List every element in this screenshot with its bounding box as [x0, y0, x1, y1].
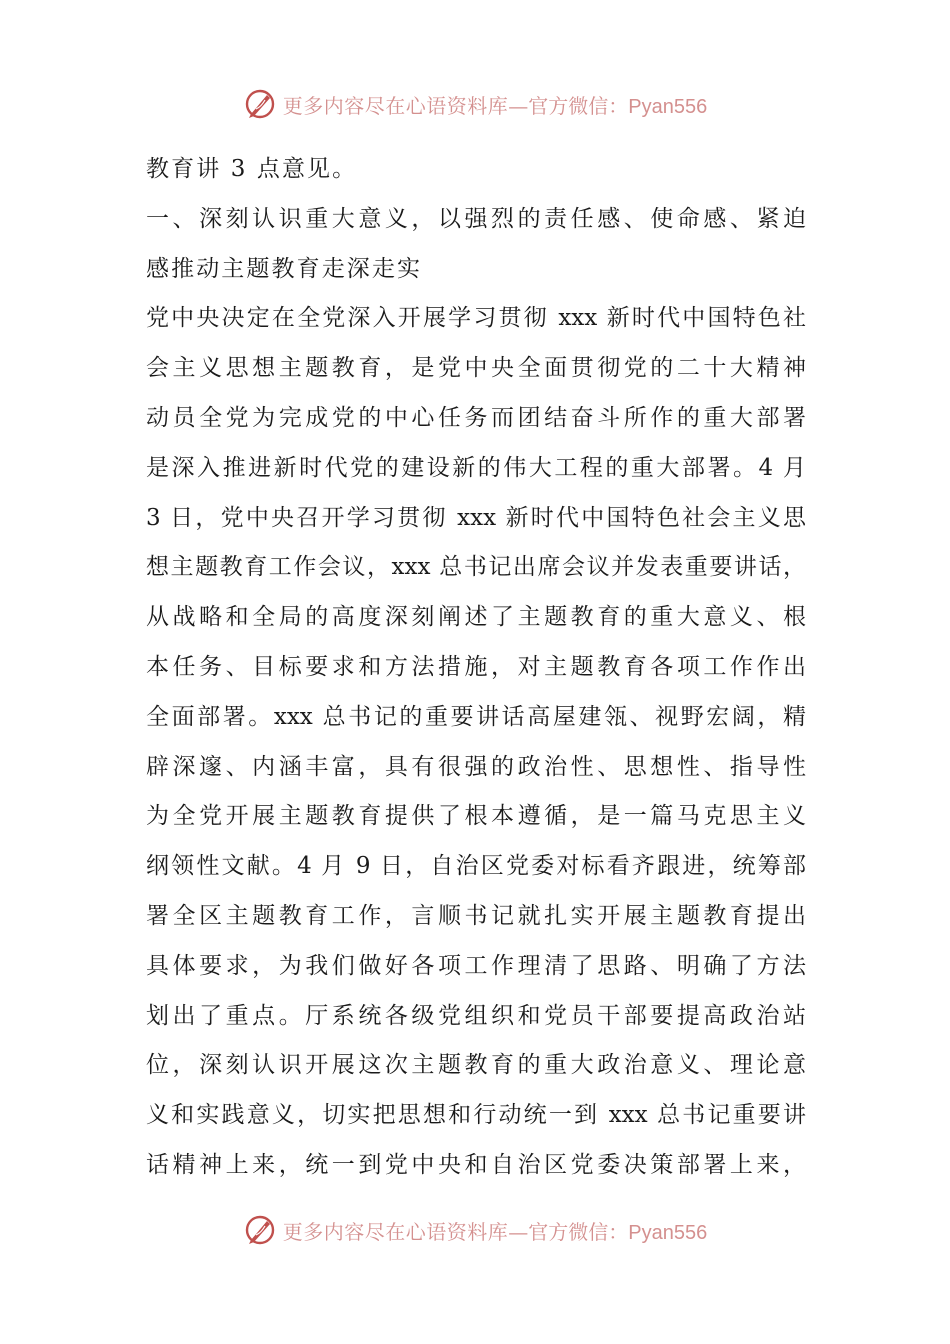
- header-brand-text: 更多内容尽在心语资料库: [282, 93, 509, 118]
- footer-banner-text: [283, 1216, 707, 1245]
- pen-nib-logo-icon: [243, 87, 277, 121]
- body-line-11: 本任务、目标要求和方法措施，对主题教育各项工作作出: [146, 653, 806, 680]
- body-line-17: 具体要求，为我们做好各项工作理清了思路、明确了方法: [146, 952, 806, 979]
- page-footer-banner: [0, 1210, 950, 1250]
- header-wechat-id: Pyan556: [628, 95, 708, 118]
- header-banner-text: [283, 90, 707, 119]
- body-line-18: 划出了重点。厅系统各级党组织和党员干部要提高政治站: [146, 1002, 806, 1029]
- footer-brand-text: 更多内容尽在心语资料库: [282, 1219, 509, 1244]
- body-line-10: 从战略和全局的高度深刻阐述了主题教育的重大意义、根: [146, 604, 806, 631]
- body-line-15: 纲领性文献。4 月 9 日，自治区党委对标看齐跟进，统筹部: [146, 853, 806, 880]
- body-line-16: 署全区主题教育工作，言顺书记就扎实开展主题教育提出: [146, 902, 806, 929]
- page-header-banner: [0, 84, 950, 124]
- body-line-8: 3 日，党中央召开学习贯彻 xxx 新时代中国特色社会主义思: [146, 504, 806, 531]
- body-line-3: 感推动主题教育走深走实: [146, 255, 423, 282]
- body-line-21: 话精神上来，统一到党中央和自治区党委决策部署上来，: [146, 1151, 806, 1178]
- body-line-7: 是深入推进新时代党的建设新的伟大工程的重大部署。4 月: [146, 454, 806, 481]
- body-line-20: 义和实践意义，切实把思想和行动统一到 xxx 总书记重要讲: [146, 1102, 806, 1129]
- body-line-12: 全面部署。xxx 总书记的重要讲话高屋建瓴、视野宏阔，精: [146, 703, 806, 730]
- footer-contact-text: —官方微信：: [508, 1219, 629, 1244]
- document-body: [146, 145, 806, 1191]
- body-line-4: 党中央决定在全党深入开展学习贯彻 xxx 新时代中国特色社: [146, 305, 806, 332]
- body-line-2: 一、深刻认识重大意义，以强烈的责任感、使命感、紧迫: [146, 205, 806, 232]
- body-line-5: 会主义思想主题教育，是党中央全面贯彻党的二十大精神: [146, 355, 806, 382]
- header-contact-text: —官方微信：: [508, 93, 629, 118]
- body-line-19: 位，深刻认识开展这次主题教育的重大政治意义、理论意: [146, 1052, 806, 1079]
- body-line-9: 想主题教育工作会议，xxx 总书记出席会议并发表重要讲话，: [146, 554, 806, 581]
- body-line-1: 教育讲 3 点意见。: [146, 156, 358, 182]
- pen-nib-logo-icon: [243, 1213, 277, 1247]
- body-line-13: 辟深邃、内涵丰富，具有很强的政治性、思想性、指导性: [146, 753, 806, 780]
- footer-wechat-id: Pyan556: [628, 1221, 708, 1244]
- body-line-14: 为全党开展主题教育提供了根本遵循，是一篇马克思主义: [146, 803, 806, 830]
- body-line-6: 动员全党为完成党的中心任务而团结奋斗所作的重大部署: [146, 404, 806, 431]
